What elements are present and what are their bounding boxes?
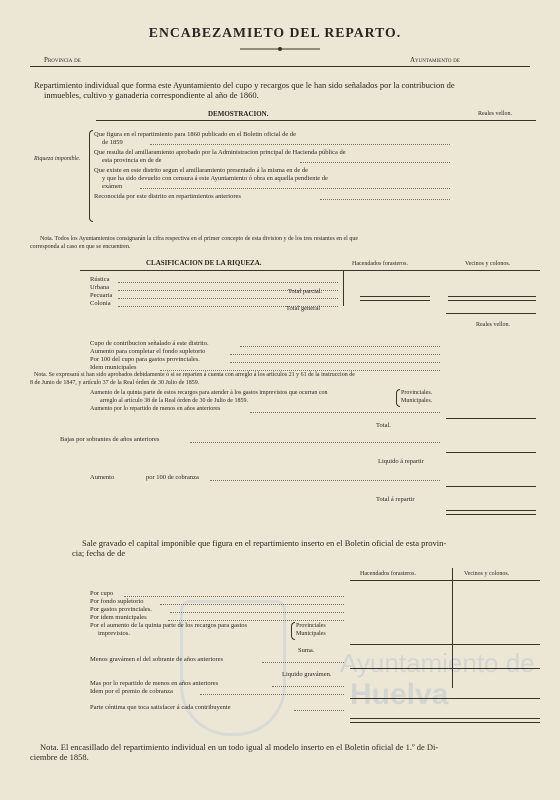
total-parcial-label: Total parcial. <box>288 288 323 295</box>
total-general-label: Total general <box>286 305 321 312</box>
nota-1-line-2: corresponda al caso en que se encuentren. <box>30 244 131 250</box>
cupo-row-2: Aumento para completar el fondo supletorio <box>90 348 206 355</box>
sale-line-1: Sale gravado el capital imponible que figura en el repartimiento inserto en el Boletin oficial de esta provin- <box>82 538 447 548</box>
cupo-aumento-label: Aumento <box>90 474 115 481</box>
demostracion-item-6: y que ha sido devuelto con censura á este Ayuntamiento ó obra en aquella pendiente de <box>102 175 328 182</box>
demostracion-item-3: Que resulta del amillaramiento aprobado por la Administracion principal de Hacienda pública de <box>94 149 346 156</box>
cupo-row-3: Por 100 del cupo para gastos provinciales. <box>90 356 200 363</box>
ayuntamiento-label: Ayuntamiento de <box>410 56 460 64</box>
sale-mas-label: Mas por lo repartido de menos en años anteriores <box>90 680 219 687</box>
clasificacion-col-vecinos: Vecinos y colonos. <box>465 261 511 267</box>
sale-row-3: Por gastos provinciales. <box>90 606 152 613</box>
sale-row-6: imprevistos. <box>98 630 130 637</box>
sale-line-2: cia; fecha de de <box>72 548 126 558</box>
clasificacion-row-colonia: Colonia <box>90 300 111 307</box>
demostracion-item-2: de 1859 <box>102 139 123 146</box>
watermark-word-1: Ayuntamiento de <box>340 648 535 678</box>
nota-final-line-1: Nota. El encasillado del repartimiento individual en un todo igual al modelo inserto en el Boletin oficial de 1.º de Di- <box>40 742 439 752</box>
clasificacion-col-forasteros: Hacendados forasteros. <box>352 261 408 267</box>
provincia-label: Provincia de <box>44 56 81 64</box>
demostracion-brace <box>89 130 93 222</box>
sale-row-4: Por idem municipales <box>90 614 147 621</box>
cupo-bajas-label: Bajas por sobrantes de años anteriores <box>60 436 160 443</box>
sale-provinciales: Provinciales <box>296 623 326 629</box>
demostracion-item-4: esta provincia en de de <box>102 157 162 164</box>
intro-line-1: Repartimiento individual que forma este Ayuntamiento del cupo y recargos que le han sido señalados por la contribucion de <box>34 80 455 90</box>
clasificacion-heading: CLASIFICACION DE LA RIQUEZA. <box>146 259 262 267</box>
clasificacion-row-pecuaria: Pecuaria <box>90 292 113 299</box>
nota-final-line-2: ciembre de 1858. <box>30 752 89 762</box>
nota-1-line-1: Nota. Todos los Ayuntamientos consignarán la cifra respectiva en el primer concepto de esta division y de los tres restantes en el que <box>40 236 358 242</box>
demostracion-item-1: Que figura en el repartimiento para 1860 publicado en el Boletin oficial de de <box>94 131 296 138</box>
sale-row-5: Por el aumento de la quinta parte de los recargos para gastos <box>90 622 248 629</box>
title-ornament-icon <box>240 46 320 52</box>
cupo-liquido-label: Liquido á repartir <box>378 458 424 465</box>
sale-col-vecinos: Vecinos y colonos. <box>464 571 510 577</box>
cupo-reales-label: Reales vellon. <box>476 322 510 328</box>
sale-row-1: Por cupo <box>90 590 114 597</box>
cupo-por100-label: por 100 de cobranza <box>146 474 199 481</box>
demostracion-heading: DEMOSTRACION. <box>208 110 269 118</box>
cupo-row-4: Idem municipales <box>90 364 137 371</box>
sale-parte-label: Parte céntima que toca satisfacer á cada contribuyente <box>90 704 231 711</box>
cupo-row-1: Cupo de contribucion señalado á este distrito. <box>90 340 209 347</box>
sale-idem-label: Idem por el premio de cobranza <box>90 688 173 695</box>
cupo-total-repartir-label: Total á repartir <box>376 496 415 503</box>
cupo-aumento-reparto: Aumento por lo repartido de menos en años anteriores <box>90 406 221 412</box>
sale-col-forasteros: Hacendados forasteros. <box>360 571 416 577</box>
header-rule <box>30 66 530 67</box>
sale-suma-label: Suma. <box>298 647 315 654</box>
cupo-provinciales: Provinciales. <box>401 390 433 396</box>
sale-menos-label: Menos gravámen el del sobrante de años anteriores <box>90 656 224 663</box>
sale-municipales: Municipales <box>296 631 326 637</box>
sale-row-2: Por fondo supletorio <box>90 598 144 605</box>
cupo-aumento-line-2: arreglo al artículo 38 de la Real órden de 30 de Julio de 1859. <box>100 398 248 404</box>
demostracion-item-8: Reconocida por este distrito en repartimientos anteriores <box>94 193 241 200</box>
cupo-total-label: Total. <box>376 422 391 429</box>
watermark-word-2: Huelva <box>350 678 449 711</box>
demostracion-item-5: Que existe en este distrito segun el amillaramiento presentado á la misma en de de <box>94 167 309 174</box>
cupo-nota-line-2: 8 de Junio de 1847, y artículo 37 de la Real órden de 30 Julio de 1859. <box>30 380 200 386</box>
demostracion-reales-label: Reales vellon. <box>478 111 512 117</box>
clasificacion-row-rustica: Rústica <box>90 276 110 283</box>
document-title: ENCABEZAMIETO DEL REPARTO. <box>148 26 402 41</box>
sale-liquido-label: Liquido gravámen. <box>282 671 332 678</box>
cupo-municipales: Municipales. <box>401 398 433 404</box>
demostracion-rule <box>96 120 536 121</box>
cupo-nota-line-1: Nota. Se expresará si han sido aprobados debidamente ó si se reparten á cuenta con arreglo á los artículos 21 y 61 de la instruccion de <box>34 372 355 378</box>
intro-line-2: inmuebles, cultivo y ganaderia correspondiente al año de 1860. <box>44 90 259 100</box>
cupo-aumento-line-1: Aumento de la quinta parte de estos recargos para atender á los gastos imprevistos que ocurran con <box>90 390 328 396</box>
demostracion-item-7: exámen <box>102 183 123 190</box>
riqueza-imponible-label: Riqueza imponible. <box>34 156 81 162</box>
clasificacion-row-urbana: Urbana <box>90 284 110 291</box>
